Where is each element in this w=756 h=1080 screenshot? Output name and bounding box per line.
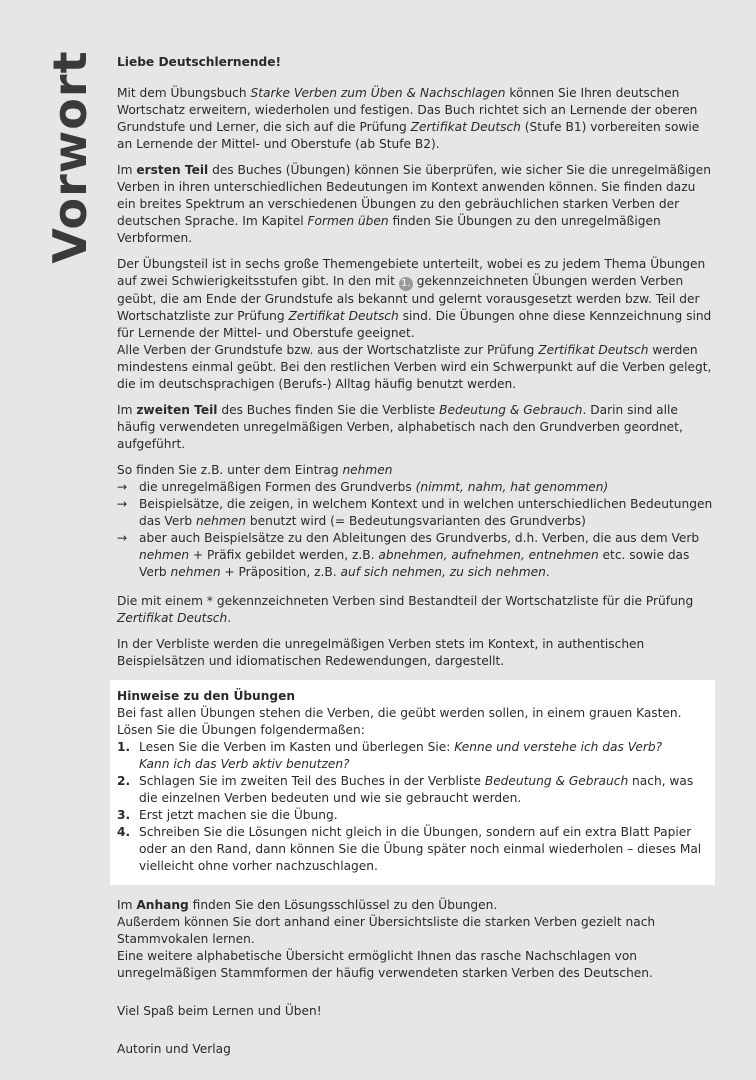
appendix-paragraph: Im Anhang finden Sie den Lösungsschlüssel zu den Übungen. Außerdem können Sie dort anhand einer Übersichtsliste die starken Verben gezielt nach Stammvokalen lernen. Eine weitere alphabetische Übersicht ermöglicht Ihnen das rasche Nachschlagen von unregelmäßigen Stammformen der häufig verwendeten starken Verben des Deutschen.	[117, 898, 656, 980]
example-intro: So finden Sie z.B. unter dem Eintrag nehmen	[117, 463, 393, 477]
arrow-icon: →	[117, 480, 128, 494]
step-item: 1. Lesen Sie die Verben im Kasten und überlegen Sie: Kenne und verstehe ich das Verb? Kann ich das Verb aktiv benutzen?	[117, 740, 663, 771]
greeting: Liebe Deutschlernende!	[117, 55, 282, 69]
list-item: → Beispielsätze, die zeigen, in welchem Kontext und in welchen unterschiedlichen Bedeutungen das Verb nehmen benutzt wird (= Bedeutungsvarianten des Grundverbs)	[117, 497, 713, 528]
preface-content	[117, 54, 717, 1067]
level-badge: 1.	[399, 277, 413, 291]
star-paragraph: Die mit einem * gekennzeichneten Verben sind Bestandteil der Wortschatzliste für die Prüfung Zertifikat Deutsch.	[117, 594, 694, 625]
context-paragraph: In der Verbliste werden die unregelmäßigen Verben stets im Kontext, in authentischen Beispielsätzen und idiomatischen Redewendungen, dargestellt.	[117, 637, 645, 668]
hints-line: Bei fast allen Übungen stehen die Verben, die geübt werden sollen, in einem grauen Kasten.	[117, 706, 682, 720]
hints-title: Hinweise zu den Übungen	[117, 689, 296, 703]
hints-box	[110, 680, 715, 885]
arrow-icon: →	[117, 531, 128, 545]
signature-line: Autorin und Verlag	[117, 1042, 231, 1056]
part1-paragraph: Im ersten Teil des Buches (Übungen) können Sie überprüfen, wie sicher Sie die unregelmäßigen Verben in ihren unterschiedlichen Bedeutungen im Kontext anwenden können. Sie finden dazu ein breites Spektrum an verschiedenen Übungen zu den gebräuchlichen starken Verben der deutschen Sprache. Im Kapitel Formen üben finden Sie Übungen zu den unregelmäßigen Verbformen.	[117, 163, 711, 245]
step-item: 4. Schreiben Sie die Lösungen nicht gleich in die Übungen, sondern auf ein extra Blatt Papier oder an den Rand, dann können Sie die Übung später noch einmal wiederholen – dieses Mal vielleicht ohne vorher nachzuschlagen.	[117, 825, 702, 873]
step-item: 2. Schlagen Sie im zweiten Teil des Buches in der Verbliste Bedeutung & Gebrauch nach, was die einzelnen Verben bedeuten und wie sie gebraucht werden.	[117, 774, 694, 805]
arrow-icon: →	[117, 497, 128, 511]
part2-paragraph: Im zweiten Teil des Buches finden Sie die Verbliste Bedeutung & Gebrauch. Darin sind alle häufig verwendeten unregelmäßigen Verben, alphabetisch nach den Grundverben geordnet, aufgeführt.	[117, 403, 683, 451]
list-item: → die unregelmäßigen Formen des Grundverbs (nimmt, nahm, hat genommen)	[117, 480, 609, 494]
intro-paragraph: Mit dem Übungsbuch Starke Verben zum Üben & Nachschlagen können Sie Ihren deutschen Wortschatz erweitern, wiederholen und festigen. Das Buch richtet sich an Lernende der oberen Grundstufe und Lerner, die sich auf die Prüfung Zertifikat Deutsch (Stufe B1) vorbereiten sowie an Lernende der Mittel- und Oberstufe (ab Stufe B2).	[117, 86, 700, 151]
side-title-text: Vorwort	[43, 50, 97, 264]
hints-line: Lösen Sie die Übungen folgendermaßen:	[117, 723, 365, 737]
step-item: 3. Erst jetzt machen sie die Übung.	[117, 808, 338, 822]
example-list	[117, 479, 717, 581]
exercise-part-paragraph: Der Übungsteil ist in sechs große Themengebiete unterteilt, wobei es zu jedem Thema Übungen auf zwei Schwierigkeitsstufen gibt. In den mit 1. gekennzeichneten Übungen werden Verben geübt, die am Ende der Grundstufe als bekannt und gelernt vorausgesetzt werden bzw. Teil der Wortschatzliste zur Prüfung Zertifikat Deutsch sind. Die Übungen ohne diese Kennzeichnung sind für Lernende der Mittel- und Oberstufe geeignet. Alle Verben der Grundstufe bzw. aus der Wortschatzliste zur Prüfung Zertifikat Deutsch werden mindestens einmal geübt. Bei den restlichen Verben wird ein Schwerpunkt auf die Verben gelegt, die im deutschsprachigen (Berufs-) Alltag häufig benutzt werden.	[117, 257, 712, 391]
list-item: → aber auch Beispielsätze zu den Ableitungen des Grundverbs, d.h. Verben, die aus dem Verb nehmen + Präfix gebildet werden, z.B. abnehmen, aufnehmen, entnehmen etc. sowie das Verb nehmen + Präposition, z.B. auf sich nehmen, zu sich nehmen.	[117, 531, 700, 579]
chapter-side-title	[40, 52, 100, 262]
closing-line: Viel Spaß beim Lernen und Üben!	[117, 1004, 322, 1018]
hints-steps	[117, 739, 703, 875]
